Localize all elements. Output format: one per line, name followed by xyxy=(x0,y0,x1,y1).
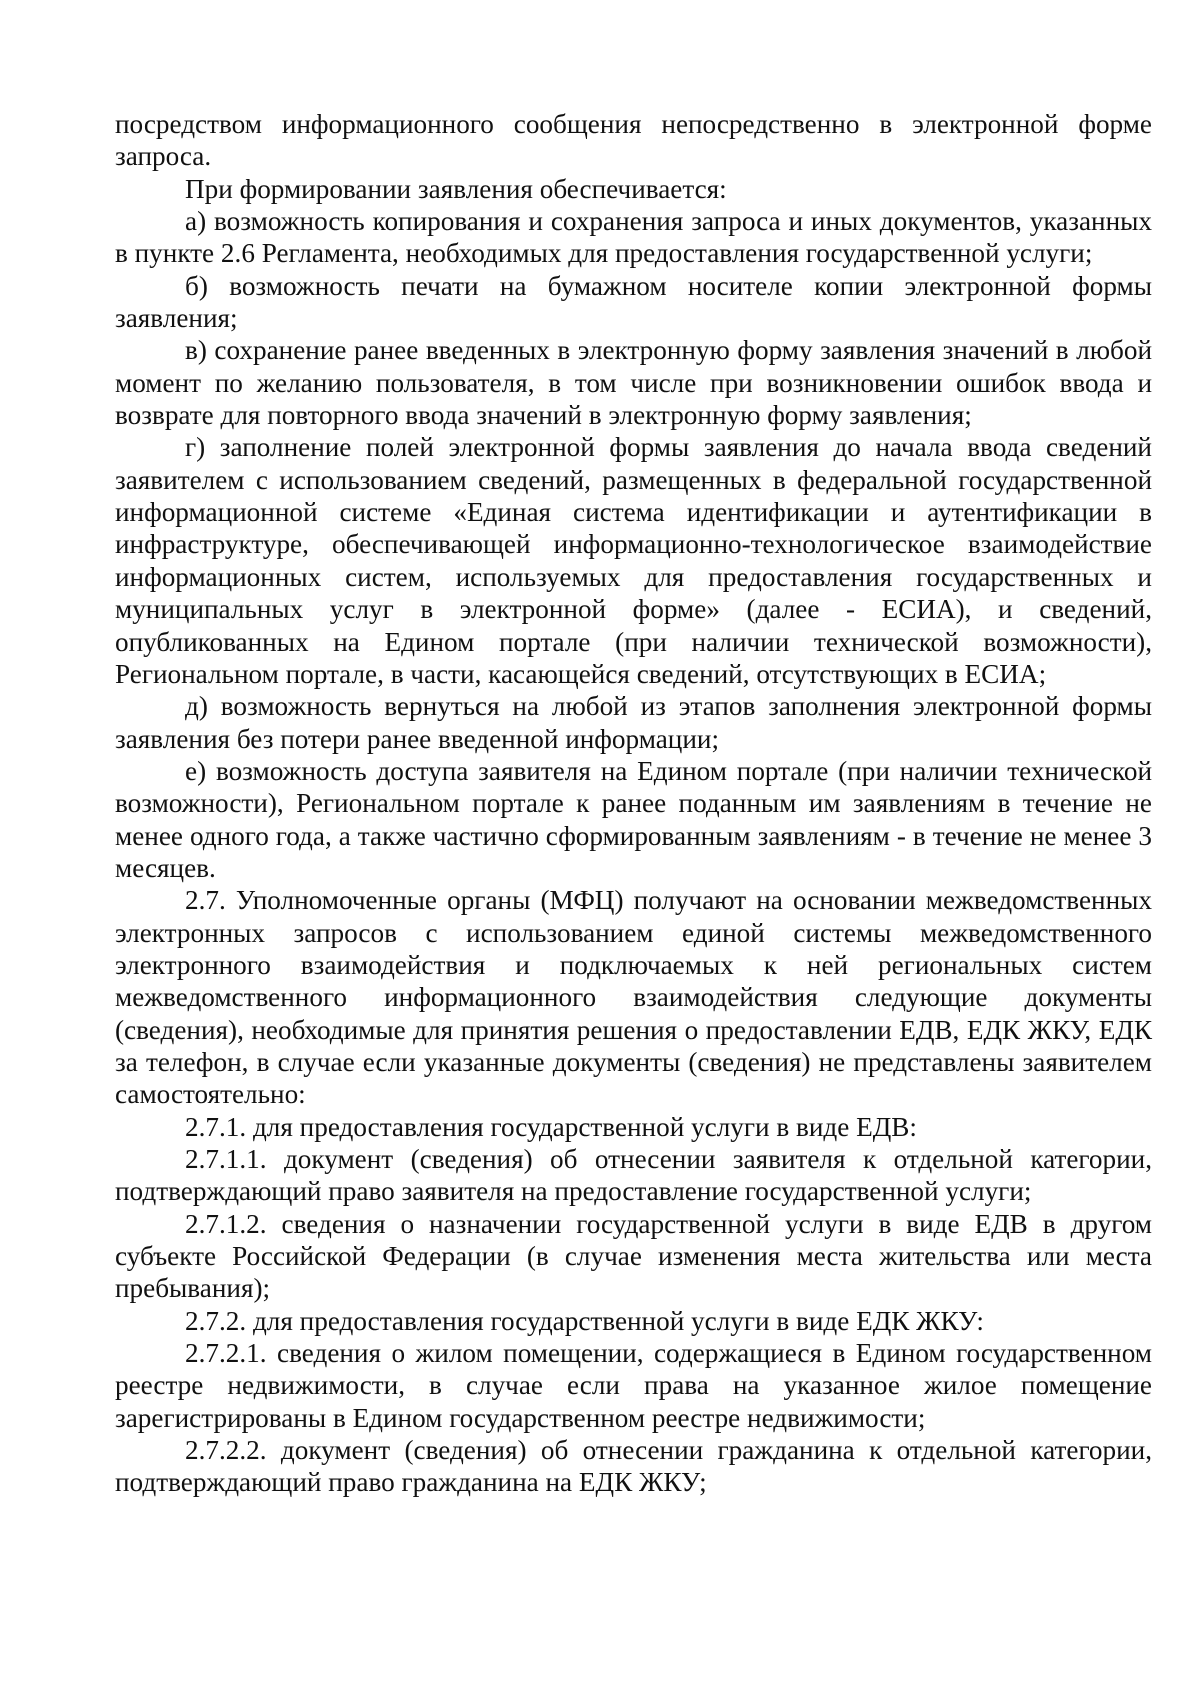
paragraph-continuation: посредством информационного сообщения непосредственно в электронной форме запроса. xyxy=(115,109,1152,172)
paragraph-item-e: е) возможность доступа заявителя на Едином портале (при наличии технической возможности), Региональном портале к ранее поданным им заявлениям в течение не менее одного года, а также частично сформированным заявлениям - в течение не менее 3 месяцев. xyxy=(115,755,1152,883)
paragraph-item-v: в) сохранение ранее введенных в электронную форму заявления значений в любой момент по желанию пользователя, в том числе при возникновении ошибок ввода и возврате для повторного ввода значений в электронную форму заявления; xyxy=(115,335,1152,431)
paragraph-item-a: а) возможность копирования и сохранения запроса и иных документов, указанных в пункте 2.6 Регламента, необходимых для предоставления государственной услуги; xyxy=(115,206,1152,269)
paragraph-item-b: б) возможность печати на бумажном носителе копии электронной формы заявления; xyxy=(115,270,1152,334)
paragraph-item-d: д) возможность вернуться на любой из этапов заполнения электронной формы заявления без потери ранее введенной информации; xyxy=(115,691,1152,754)
paragraph-section-2-7-1-2: 2.7.1.2. сведения о назначении государственной услуги в виде ЕДВ в другом субъекте Российской Федерации (в случае изменения места жительства или места пребывания); xyxy=(115,1208,1152,1304)
paragraph-section-2-7-1: 2.7.1. для предоставления государственной услуги в виде ЕДВ: xyxy=(185,1111,917,1142)
paragraph-section-2-7-1-1: 2.7.1.1. документ (сведения) об отнесении заявителя к отдельной категории, подтверждающий право заявителя на предоставление государственной услуги; xyxy=(115,1144,1152,1207)
paragraph-section-2-7-2: 2.7.2. для предоставления государственной услуги в виде ЕДК ЖКУ: xyxy=(185,1305,984,1336)
paragraph-intro: При формировании заявления обеспечивается: xyxy=(185,173,727,204)
paragraph-section-2-7: 2.7. Уполномоченные органы (МФЦ) получают на основании межведомственных электронных запросов с использованием единой системы межведомственного электронного взаимодействия и подключаемых к ней региональных систем межведомственного информационного взаимодействия следующие документы (сведения), необходимые для принятия решения о предоставлении ЕДВ, ЕДК ЖКУ, ЕДК за телефон, в случае если указанные документы (сведения) не представлены заявителем самостоятельно: xyxy=(115,885,1152,1110)
paragraph-section-2-7-2-1: 2.7.2.1. сведения о жилом помещении, содержащиеся в Едином государственном реестре недвижимости, в случае если права на указанное жилое помещение зарегистрированы в Едином государственном реестре недвижимости; xyxy=(115,1338,1152,1433)
paragraph-section-2-7-2-2: 2.7.2.2. документ (сведения) об отнесении гражданина к отдельной категории, подтверждающий право гражданина на ЕДК ЖКУ; xyxy=(115,1435,1152,1498)
paragraph-item-g: г) заполнение полей электронной формы заявления до начала ввода сведений заявителем с использованием сведений, размещенных в федеральной государственной информационной системе «Единая система идентификации и аутентификации в инфраструктуре, обеспечивающей информационно-технологическое взаимодействие информационных систем, используемых для предоставления государственных и муниципальных услуг в электронной форме» (далее - ЕСИА), и сведений, опубликованных на Едином портале (при наличии технической возможности), Региональном портале, в части, касающейся сведений, отсутствующих в ЕСИА; xyxy=(115,432,1152,689)
document-page xyxy=(115,108,1152,1499)
